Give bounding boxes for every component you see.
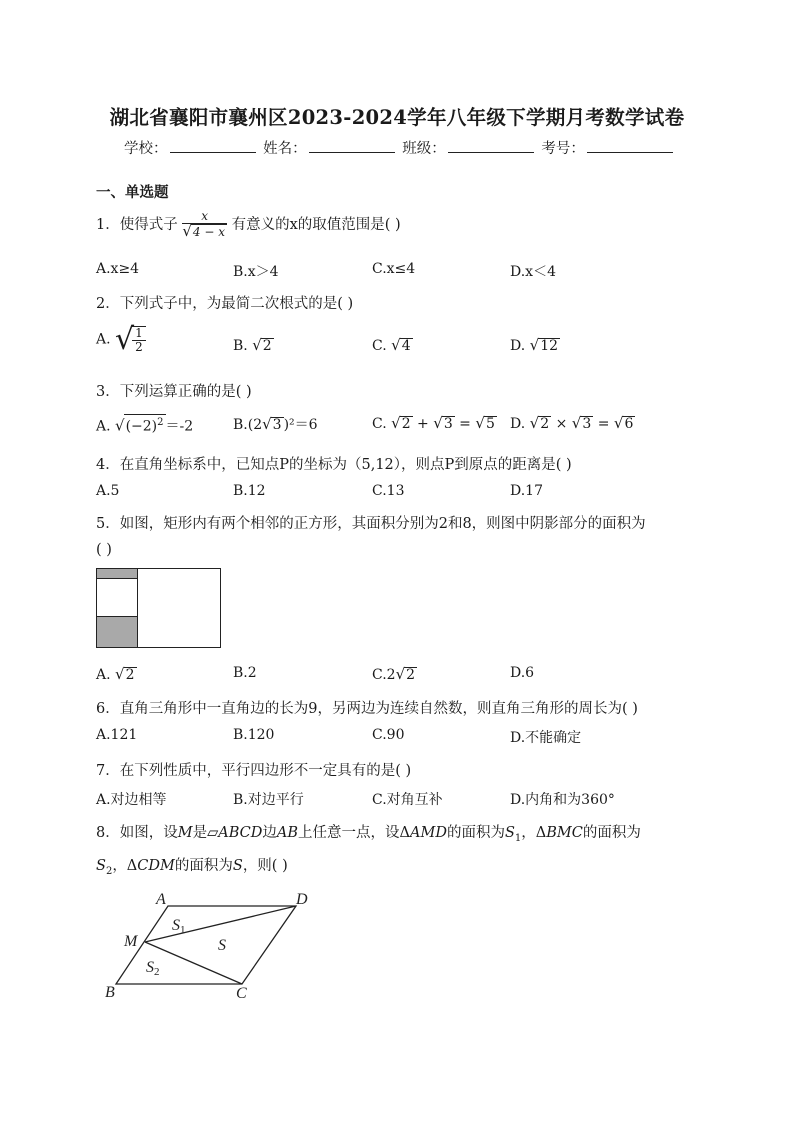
name-blank[interactable]: [309, 139, 395, 153]
q2-a-label: A.: [96, 331, 111, 348]
q7-option-a[interactable]: A.对边相等: [96, 792, 167, 808]
q5-option-b[interactable]: B.2: [233, 665, 257, 681]
q7-option-b[interactable]: B.对边平行: [233, 792, 304, 808]
question-8-stem-line1: 8．如图，设M是▱ABCD边AB上任意一点，设ΔAMD的面积为$S_1$，ΔBMC的面积为: [96, 825, 641, 844]
q7-option-c[interactable]: C.对角互补: [372, 792, 443, 808]
parallelogram-symbol: ▱: [207, 825, 219, 841]
q1-pre: 1．使得式子: [96, 217, 178, 233]
label-b: B: [105, 984, 115, 1001]
q5-shaded-top: [97, 569, 138, 579]
number-blank[interactable]: [587, 139, 673, 153]
q6-option-d[interactable]: D.不能确定: [510, 730, 582, 746]
q7-option-d[interactable]: D.内角和为360°: [510, 792, 615, 808]
q1-option-c[interactable]: C.x≤4: [372, 261, 416, 277]
question-8-stem-line2: $S_2$，ΔCDM的面积为S，则( ): [96, 858, 288, 877]
q3-option-b[interactable]: B.(2√3 )²＝6: [233, 415, 318, 433]
label-s: S: [218, 937, 226, 954]
label-s1: S1: [172, 917, 186, 936]
school-label: 学校：: [124, 141, 168, 157]
q4-option-b[interactable]: B.12: [233, 483, 266, 499]
number-label: 考号：: [541, 141, 585, 157]
q1-option-d[interactable]: D.x＜4: [510, 264, 556, 280]
question-2-stem: 2．下列式子中，为最简二次根式的是( ): [96, 296, 354, 312]
q3-option-a[interactable]: A. $√(-2)^2 =-2$: [96, 414, 193, 436]
q2-option-a[interactable]: A. √ $\frac{1}{2}$: [96, 322, 146, 357]
q5-figure: [96, 568, 222, 649]
q1-option-a[interactable]: A.x≥4: [96, 261, 140, 277]
q3-option-c[interactable]: C. √2 + √3 = √5: [372, 414, 495, 432]
q4-option-a[interactable]: A.5: [96, 483, 120, 499]
question-5-stem-line1: 5．如图，矩形内有两个相邻的正方形，其面积分别为2和8，则图中阴影部分的面积为: [96, 516, 646, 532]
question-4-stem: 4．在直角坐标系中，已知点P的坐标为（5,12），则点P到原点的距离是( ): [96, 457, 572, 473]
q5-option-c[interactable]: C.2√2: [372, 665, 416, 683]
section-heading: 一、单选题: [96, 184, 169, 201]
q2-a-den: 2: [135, 339, 143, 354]
q1-option-b[interactable]: B.x＞4: [233, 264, 279, 280]
class-blank[interactable]: [448, 139, 534, 153]
q4-option-d[interactable]: D.17: [510, 483, 543, 499]
q1-frac-den-rad: 4 − x: [192, 225, 225, 239]
q5-option-a[interactable]: A. √2: [96, 665, 135, 683]
label-s2: S2: [146, 959, 160, 978]
class-label: 班级：: [402, 141, 446, 157]
q2-option-b[interactable]: B. √2: [233, 336, 272, 354]
label-c: C: [236, 985, 247, 1002]
q3-a-rad: $(-2)^2$: [124, 414, 166, 435]
question-1-stem: [96, 210, 401, 240]
question-7-stem: 7．在下列性质中，平行四边形不一定具有的是( ): [96, 763, 412, 779]
q8-figure: [96, 890, 326, 1008]
parallelogram-abcd: [116, 906, 296, 984]
q1-frac-den: √4 − x: [182, 222, 225, 240]
q4-option-c[interactable]: C.13: [372, 483, 405, 499]
q5-shaded-bottom: [97, 617, 138, 648]
segment-mc: [145, 942, 242, 984]
q2-a-frac: [132, 326, 146, 354]
q5-small-square: [97, 579, 138, 617]
q1-post: 有意义的x的取值范围是( ): [231, 217, 401, 233]
q6-option-b[interactable]: B.120: [233, 727, 275, 743]
q5-option-d[interactable]: D.6: [510, 665, 535, 681]
q6-option-a[interactable]: A.121: [96, 727, 138, 743]
q1-fraction: [182, 210, 227, 240]
question-3-stem: 3．下列运算正确的是( ): [96, 384, 252, 400]
q2-c-rad: 4: [401, 338, 411, 354]
q2-d-rad: 12: [540, 338, 559, 354]
q2-b-rad: 2: [262, 338, 272, 354]
exam-title: 湖北省襄阳市襄州区2023-2024学年八年级下学期月考数学试卷: [109, 106, 685, 129]
question-6-stem: 6．直角三角形中一直角边的长为9，另两边为连续自然数，则直角三角形的周长为( ): [96, 701, 638, 717]
student-info-line: [124, 137, 676, 158]
label-d: D: [296, 891, 308, 908]
q3-option-d[interactable]: D. √2 × √3 = √6: [510, 414, 634, 432]
school-blank[interactable]: [170, 139, 256, 153]
q1-frac-num: x: [182, 210, 227, 224]
q6-option-c[interactable]: C.90: [372, 727, 405, 743]
question-5-stem-line2: ( ): [96, 542, 112, 558]
name-label: 姓名：: [263, 141, 307, 157]
q2-option-d[interactable]: D. √12: [510, 336, 559, 354]
q2-option-c[interactable]: C. √4: [372, 336, 411, 354]
label-m: M: [124, 933, 138, 950]
label-a: A: [156, 891, 166, 908]
q2-a-num: 1: [132, 327, 146, 341]
